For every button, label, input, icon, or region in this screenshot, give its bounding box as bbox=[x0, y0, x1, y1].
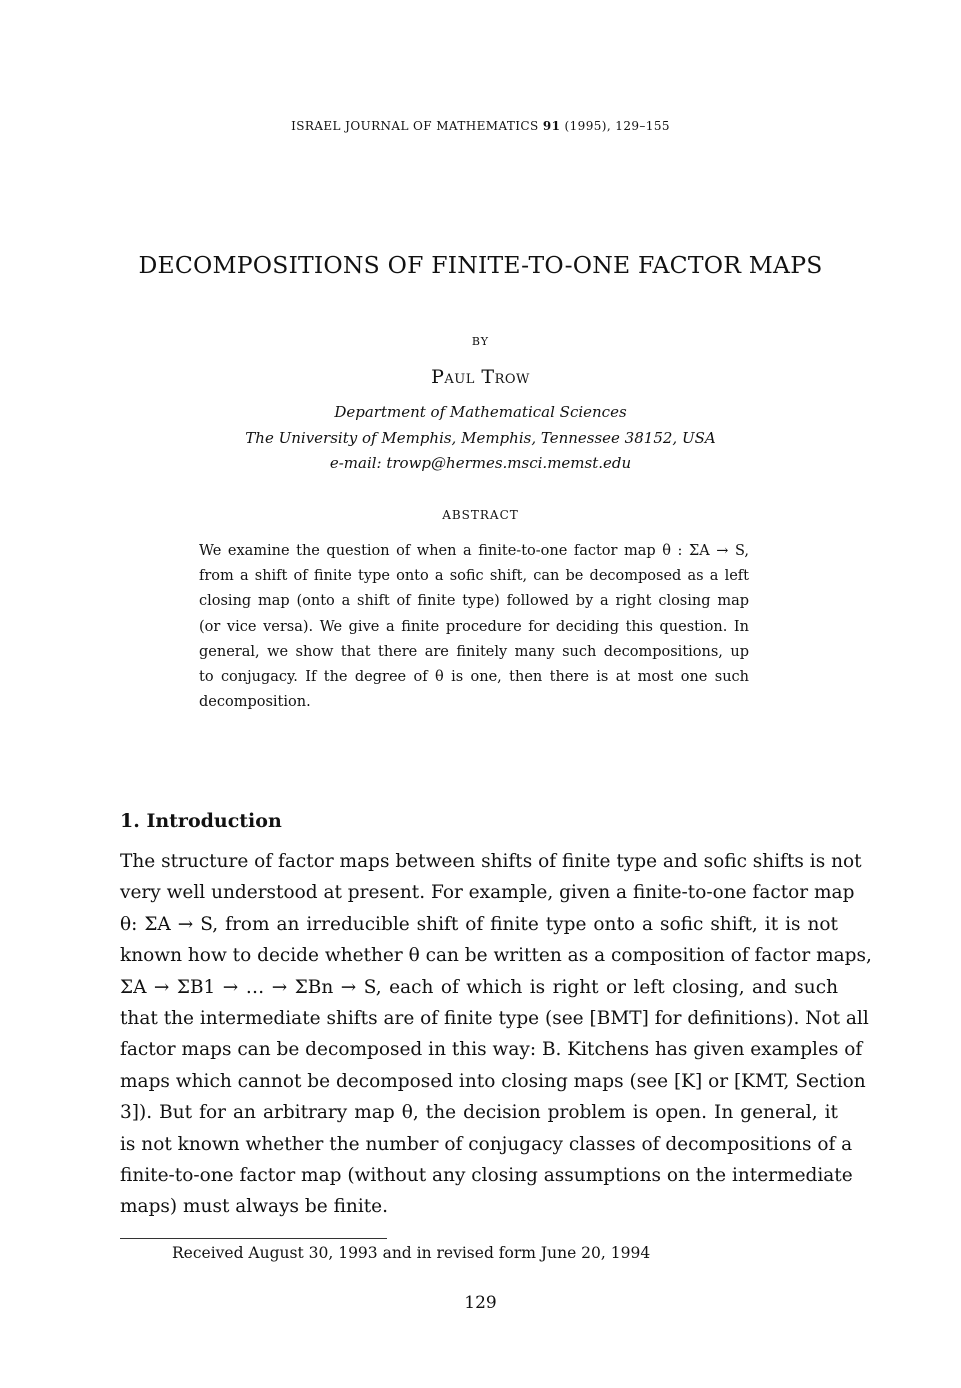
affiliation-department: Department of Mathematical Sciences bbox=[334, 403, 627, 421]
author-email: e-mail: trowp@hermes.msci.memst.edu bbox=[329, 454, 632, 472]
introduction-paragraph bbox=[120, 846, 872, 1223]
journal-name: ISRAEL JOURNAL OF MATHEMATICS bbox=[291, 119, 539, 133]
paper-title: DECOMPOSITIONS OF FINITE-TO-ONE FACTOR MAPS bbox=[138, 251, 823, 279]
body-line: maps which cannot be decomposed into closing maps (see [K] or [KMT, Section bbox=[120, 1070, 866, 1092]
author-name: Paul Trow bbox=[431, 366, 530, 388]
abstract-line: to conjugacy. If the degree of θ is one, then there is at most one such bbox=[199, 669, 749, 686]
body-line: known how to decide whether θ can be written as a composition of factor maps, bbox=[120, 945, 872, 967]
footnote-rule bbox=[120, 1238, 387, 1239]
section-heading: 1. Introduction bbox=[120, 810, 282, 832]
journal-years-pages: (1995), 129–155 bbox=[564, 119, 670, 133]
abstract-line: closing map (onto a shift of finite type) followed by a right closing map bbox=[199, 593, 749, 610]
abstract-body bbox=[199, 539, 749, 715]
abstract-line: We examine the question of when a finite-to-one factor map θ : ΣA → S, bbox=[199, 543, 749, 559]
journal-volume: 91 bbox=[542, 119, 561, 133]
abstract-line: general, we show that there are finitely many such decompositions, up bbox=[199, 643, 749, 660]
body-line: factor maps can be decomposed in this way: B. Kitchens has given examples of bbox=[120, 1039, 863, 1061]
body-line: very well understood at present. For example, given a finite-to-one factor map bbox=[120, 882, 855, 904]
abstract-heading: ABSTRACT bbox=[442, 508, 519, 522]
by-line: BY bbox=[471, 335, 490, 348]
received-footnote: Received August 30, 1993 and in revised form June 20, 1994 bbox=[172, 1244, 651, 1262]
affiliation-university: The University of Memphis, Memphis, Tennessee 38152, USA bbox=[245, 429, 716, 447]
body-line: The structure of factor maps between shifts of finite type and sofic shifts is not bbox=[120, 851, 862, 872]
journal-header bbox=[0, 119, 961, 133]
abstract-line: decomposition. bbox=[199, 694, 311, 711]
page-number: 129 bbox=[464, 1293, 497, 1313]
abstract-line: (or vice versa). We give a finite procedure for deciding this question. In bbox=[199, 618, 749, 635]
body-line: θ: ΣA → S, from an irreducible shift of finite type onto a sofic shift, it is not bbox=[120, 913, 838, 935]
body-line: that the intermediate shifts are of finite type (see [BMT] for definitions). Not all bbox=[120, 1008, 869, 1030]
body-line: maps) must always be finite. bbox=[120, 1196, 389, 1218]
abstract-line: from a shift of finite type onto a sofic shift, can be decomposed as a left bbox=[199, 568, 749, 585]
body-line: is not known whether the number of conjugacy classes of decompositions of a bbox=[120, 1133, 853, 1155]
body-line: 3]). But for an arbitrary map θ, the decision problem is open. In general, it bbox=[120, 1102, 838, 1124]
body-line: ΣA → ΣB1 → … → ΣBn → S, each of which is right or left closing, and such bbox=[120, 976, 838, 998]
body-line: finite-to-one factor map (without any closing assumptions on the intermediate bbox=[120, 1165, 853, 1187]
